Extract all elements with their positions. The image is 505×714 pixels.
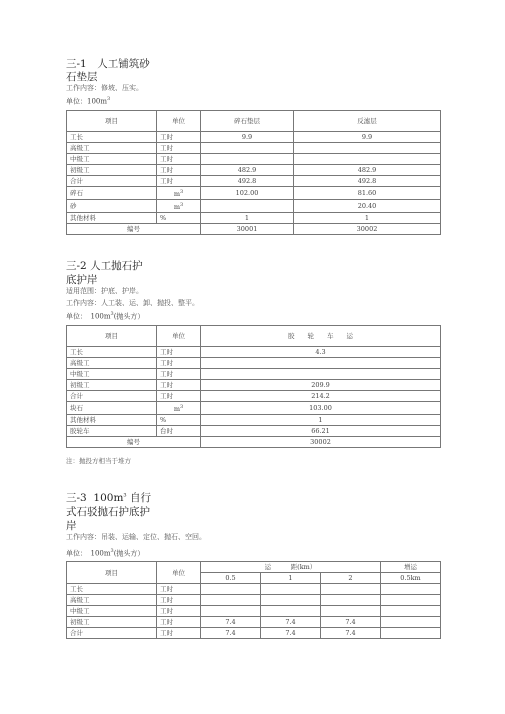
section-2-title: 三-2 人工抛石护 bbox=[66, 260, 143, 272]
row-unit: 工时 bbox=[157, 154, 201, 165]
section-1-unit: 单位：$100m^3$ bbox=[66, 96, 111, 106]
code-value: 30002 bbox=[294, 224, 441, 235]
row-unit: 工时 bbox=[157, 347, 201, 358]
row-name: 高级工 bbox=[67, 143, 157, 154]
section-3-title-line2: 式石驳抛石护底护 bbox=[66, 506, 150, 518]
row-value: 102.00 bbox=[201, 187, 294, 200]
row-value: 81.60 bbox=[294, 187, 441, 200]
header-wheelbarrow-transport: 胶 轮 车 运 bbox=[201, 326, 441, 347]
row-name: 合计 bbox=[67, 391, 157, 402]
header-distance-2: 2 bbox=[321, 573, 381, 584]
row-unit: 工时 bbox=[157, 628, 201, 639]
section-2-unit: 单位： $100m^3$(抛头方） bbox=[66, 311, 145, 321]
table-row bbox=[67, 415, 441, 426]
table-row bbox=[67, 347, 441, 358]
row-name: 初级工 bbox=[67, 617, 157, 628]
table-row bbox=[67, 617, 441, 628]
row-unit: 工时 bbox=[157, 617, 201, 628]
row-value: 482.9 bbox=[201, 165, 294, 176]
header-item: 项目 bbox=[67, 562, 157, 584]
table-row bbox=[67, 606, 441, 617]
row-value bbox=[201, 595, 261, 606]
table-row bbox=[67, 176, 441, 187]
row-name: 工长 bbox=[67, 584, 157, 595]
row-name: 初级工 bbox=[67, 380, 157, 391]
row-unit: % bbox=[157, 415, 201, 426]
row-value bbox=[321, 606, 381, 617]
row-value: 20.40 bbox=[294, 200, 441, 213]
row-value: 103.00 bbox=[201, 402, 441, 415]
row-unit: 工时 bbox=[157, 606, 201, 617]
section-3-table bbox=[66, 561, 441, 639]
section-2-note: 注：抛投方相当于堆方 bbox=[66, 457, 131, 465]
row-value bbox=[381, 617, 441, 628]
table-row bbox=[67, 402, 441, 415]
row-name: 初级工 bbox=[67, 165, 157, 176]
row-value: 1 bbox=[201, 213, 294, 224]
table-row bbox=[67, 154, 441, 165]
table-row bbox=[67, 628, 441, 639]
header-filter-layer: 反滤层 bbox=[294, 111, 441, 132]
table-row bbox=[67, 213, 441, 224]
row-unit: 工时 bbox=[157, 595, 201, 606]
row-value: 7.4 bbox=[321, 617, 381, 628]
section-1-title: 三-1 人工铺筑砂 bbox=[66, 58, 150, 70]
row-value: 492.8 bbox=[294, 176, 441, 187]
row-value: 492.8 bbox=[201, 176, 294, 187]
section-3-work-content: 工作内容：吊装、运输、定位、抛石、空回。 bbox=[66, 533, 206, 541]
table-row bbox=[67, 165, 441, 176]
row-unit: 工时 bbox=[157, 165, 201, 176]
row-unit: 工时 bbox=[157, 132, 201, 143]
header-gravel-cushion: 碎石垫层 bbox=[201, 111, 294, 132]
row-unit: % bbox=[157, 213, 201, 224]
row-value: 1 bbox=[201, 415, 441, 426]
row-unit: 工时 bbox=[157, 369, 201, 380]
row-unit: 工时 bbox=[157, 143, 201, 154]
table-row bbox=[67, 584, 441, 595]
row-unit: 工时 bbox=[157, 380, 201, 391]
table-row bbox=[67, 143, 441, 154]
header-distance: 运 距(km） bbox=[201, 562, 381, 573]
row-unit: $m^3$ bbox=[157, 200, 201, 213]
table-row bbox=[67, 358, 441, 369]
row-value bbox=[321, 595, 381, 606]
table-header-row bbox=[67, 562, 441, 573]
row-value: 9.9 bbox=[201, 132, 294, 143]
row-unit: 工时 bbox=[157, 584, 201, 595]
section-2-title-line2: 底护岸 bbox=[66, 274, 98, 286]
row-value: 66.21 bbox=[201, 426, 441, 437]
section-1-work-content: 工作内容：修坡、压实。 bbox=[66, 84, 143, 92]
row-name: 高级工 bbox=[67, 358, 157, 369]
header-unit: 单位 bbox=[157, 562, 201, 584]
header-unit: 单位 bbox=[157, 111, 201, 132]
row-value: 7.4 bbox=[261, 617, 321, 628]
row-value bbox=[261, 606, 321, 617]
row-value bbox=[201, 154, 294, 165]
header-item: 项目 bbox=[67, 111, 157, 132]
row-unit: 工时 bbox=[157, 176, 201, 187]
row-value bbox=[294, 154, 441, 165]
row-name: 高级工 bbox=[67, 595, 157, 606]
row-value: 4.3 bbox=[201, 347, 441, 358]
table-row bbox=[67, 200, 441, 213]
header-distance-1: 1 bbox=[261, 573, 321, 584]
row-value bbox=[381, 584, 441, 595]
section-1-table bbox=[66, 110, 441, 235]
row-value: 209.9 bbox=[201, 380, 441, 391]
row-name: 工长 bbox=[67, 132, 157, 143]
row-name: 工长 bbox=[67, 347, 157, 358]
row-value bbox=[201, 584, 261, 595]
table-row bbox=[67, 132, 441, 143]
table-row bbox=[67, 369, 441, 380]
code-value: 30001 bbox=[201, 224, 294, 235]
row-value bbox=[201, 369, 441, 380]
code-label: 编号 bbox=[67, 224, 201, 235]
row-value bbox=[201, 143, 294, 154]
row-name: 其他材料 bbox=[67, 213, 157, 224]
row-name: 中级工 bbox=[67, 154, 157, 165]
section-2-scope: 适用范围：护底、护岸。 bbox=[66, 287, 143, 295]
row-unit: $m^3$ bbox=[157, 402, 201, 415]
row-name: 块石 bbox=[67, 402, 157, 415]
row-unit: $m^3$ bbox=[157, 187, 201, 200]
section-3-unit: 单位： $100m^3$(抛头方） bbox=[66, 548, 145, 558]
row-name: 中级工 bbox=[67, 606, 157, 617]
row-value bbox=[261, 595, 321, 606]
table-row bbox=[67, 426, 441, 437]
row-value bbox=[261, 584, 321, 595]
table-row bbox=[67, 391, 441, 402]
row-value: 1 bbox=[294, 213, 441, 224]
section-1-title-line2: 石垫层 bbox=[66, 71, 98, 83]
row-value bbox=[294, 143, 441, 154]
section-2-work-content: 工作内容：人工装、运、卸、抛投、整平。 bbox=[66, 299, 199, 307]
table-header-row bbox=[67, 326, 441, 347]
table-header-row bbox=[67, 111, 441, 132]
row-value: 7.4 bbox=[201, 617, 261, 628]
row-value: 482.9 bbox=[294, 165, 441, 176]
table-row bbox=[67, 595, 441, 606]
table-row bbox=[67, 187, 441, 200]
table-row-code bbox=[67, 437, 441, 448]
row-value: 7.4 bbox=[321, 628, 381, 639]
row-value bbox=[381, 628, 441, 639]
row-name: 碎石 bbox=[67, 187, 157, 200]
row-value bbox=[201, 200, 294, 213]
row-unit: 工时 bbox=[157, 391, 201, 402]
row-name: 其他材料 bbox=[67, 415, 157, 426]
section-2-table bbox=[66, 325, 441, 448]
row-value bbox=[201, 606, 261, 617]
header-extra-haul: 增运 bbox=[381, 562, 441, 573]
row-value bbox=[321, 584, 381, 595]
row-value: 214.2 bbox=[201, 391, 441, 402]
row-name: 砂 bbox=[67, 200, 157, 213]
header-item: 项目 bbox=[67, 326, 157, 347]
row-value: 7.4 bbox=[201, 628, 261, 639]
header-extra-0-5km: 0.5km bbox=[381, 573, 441, 584]
section-3-title: 三-3 $100m^3$ 自行 bbox=[66, 492, 151, 504]
row-name: 合计 bbox=[67, 176, 157, 187]
table-row-code bbox=[67, 224, 441, 235]
row-value: 7.4 bbox=[261, 628, 321, 639]
section-3-title-line3: 岸 bbox=[66, 520, 77, 532]
row-value bbox=[381, 595, 441, 606]
row-value bbox=[201, 358, 441, 369]
table-row bbox=[67, 380, 441, 391]
code-label: 编号 bbox=[67, 437, 201, 448]
row-name: 胶轮车 bbox=[67, 426, 157, 437]
row-value bbox=[381, 606, 441, 617]
code-value: 30002 bbox=[201, 437, 441, 448]
row-unit: 台时 bbox=[157, 426, 201, 437]
row-name: 合计 bbox=[67, 628, 157, 639]
row-value: 9.9 bbox=[294, 132, 441, 143]
row-unit: 工时 bbox=[157, 358, 201, 369]
header-unit: 单位 bbox=[157, 326, 201, 347]
header-distance-0-5: 0.5 bbox=[201, 573, 261, 584]
row-name: 中级工 bbox=[67, 369, 157, 380]
